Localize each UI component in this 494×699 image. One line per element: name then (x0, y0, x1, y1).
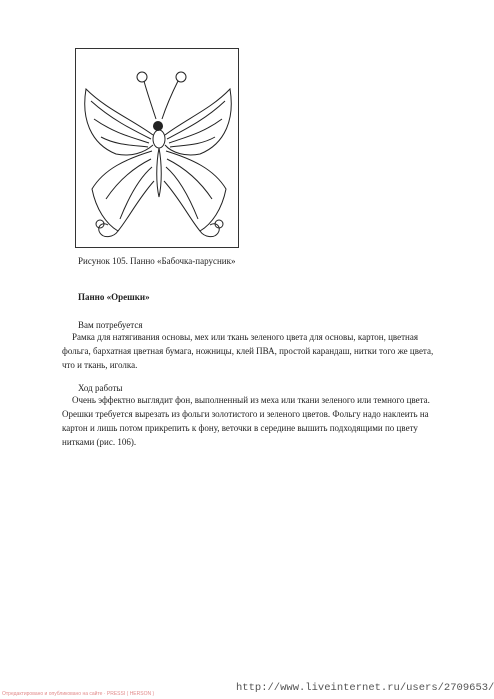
work-paragraph: Очень эффектно выглядит фон, выполненный из меха или ткани зеленого или темного цвета. Орешки требуется вырезать из фольги золотистого и зеленого цветов. Фольгу надо наклеить на картон и лишь потом прикрепить к фону, веточки в середине вышить подходящими по цвету нитками (рис. 106). (62, 395, 430, 447)
figure-frame (75, 48, 239, 248)
materials-paragraph: Рамка для натягивания основы, мех или ткань зеленого цвета для основы, картон, цветная фольга, бархатная цветная бумага, ножницы, клей ПВА, простой карандаш, нитки того же цвета, что и ткань, иголка. (62, 332, 434, 370)
butterfly-illustration (76, 49, 240, 249)
section-title: Панно «Орешки» (78, 292, 150, 302)
publisher-watermark: Отредактировано и опубликовано на сайте · PRESSI ( HERSON ) (2, 691, 155, 697)
figure-caption: Рисунок 105. Панно «Бабочка-парусник» (78, 256, 236, 266)
materials-heading: Вам потребуется (78, 320, 143, 330)
source-url: http://www.liveinternet.ru/users/2709653/ (236, 682, 494, 694)
work-heading: Ход работы (78, 383, 123, 393)
